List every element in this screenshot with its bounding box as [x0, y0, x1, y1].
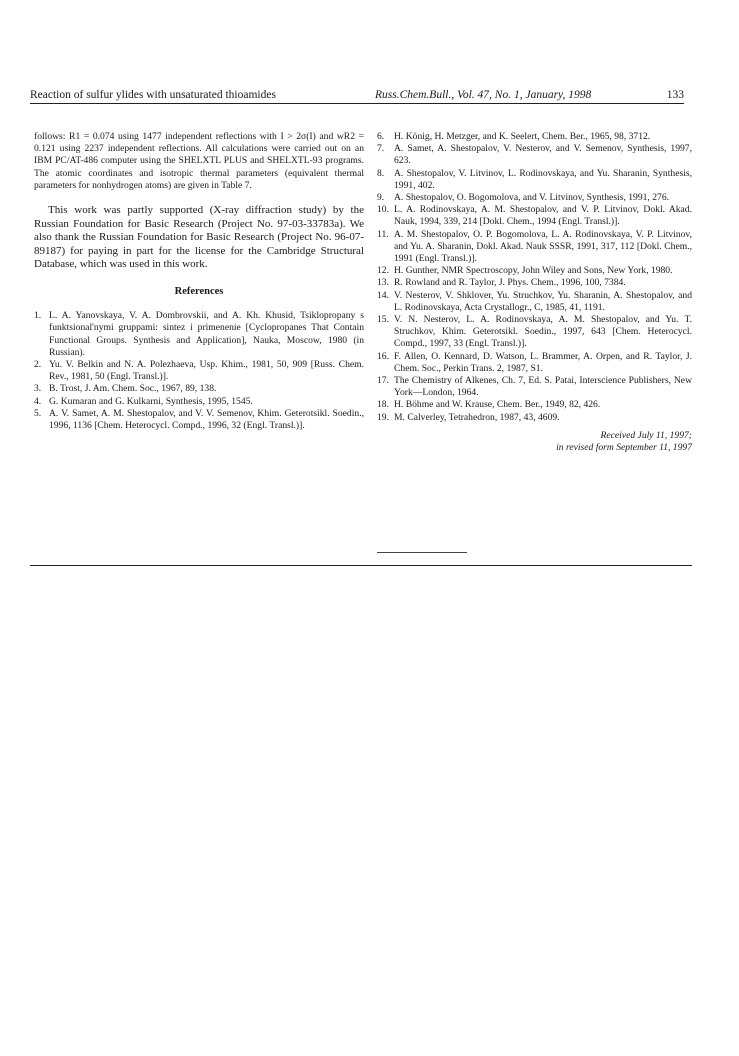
reference-item — [377, 375, 692, 399]
reference-item — [34, 383, 364, 395]
reference-number: 15. — [377, 314, 389, 326]
left-column — [34, 131, 364, 432]
reference-number: 11. — [377, 228, 389, 240]
reference-text: L. A. Rodinovskaya, A. M. Shestopalov, and V. P. Litvinov, Dokl. Akad. Nauk, 1994, 339, 214 [Dokl. Chem., 1994 (Engl. Transl.)]. — [394, 204, 692, 228]
reference-text: B. Trost, J. Am. Chem. Soc., 1967, 89, 138. — [49, 383, 217, 395]
reference-text: M. Calverley, Tetrahedron, 1987, 43, 4609. — [394, 411, 560, 423]
reference-number: 10. — [377, 204, 389, 216]
reference-item — [377, 204, 692, 228]
reference-number: 6. — [377, 131, 385, 142]
references-heading: References — [174, 285, 224, 297]
reference-item — [377, 229, 692, 266]
reference-number: 3. — [34, 383, 42, 395]
reference-number: 2. — [34, 359, 42, 370]
reference-text: H. Gunther, NMR Spectroscopy, John Wiley and Sons, New York, 1980. — [394, 265, 673, 277]
received-dates — [377, 430, 692, 455]
reference-number: 5. — [34, 407, 42, 419]
reference-text: A. V. Samet, A. M. Shestopalov, and V. V. Semenov, Khim. Geterotsikl. Soedin., 1996, 1136 [Chem. Heterocycl. Compd., 1996, 32 (Engl. Transl.)]. — [49, 407, 364, 432]
reference-number: 19. — [377, 411, 389, 423]
reference-text: V. Nesterov, V. Shklover, Yu. Struchkov, Yu. Sharanin, A. Shestopalov, and L. Rodinovskaya, Acta Crystallogr., C, 1985, 41, 1191. — [394, 289, 692, 313]
page-number: 133 — [666, 89, 684, 101]
reference-item — [377, 192, 692, 204]
reference-text: R. Rowland and R. Taylor, J. Phys. Chem., 1996, 100, 7384. — [394, 277, 626, 289]
reference-item — [34, 310, 364, 359]
reference-item — [34, 408, 364, 432]
reference-item — [377, 399, 692, 411]
reference-number: 14. — [377, 289, 389, 301]
reference-number: 9. — [377, 192, 385, 204]
reference-number: 12. — [377, 265, 389, 277]
reference-text: H. König, H. Metzger, and K. Seelert, Chem. Ber., 1965, 98, 3712. — [394, 131, 651, 142]
reference-list-left — [34, 310, 364, 432]
crystallography-paragraph: follows: R1 = 0.074 using 1477 independent reflections with I > 2σ(I) and wR2 = 0.121 using 2237 independent reflections. All calculations were carried out on an IBM PC/AT-486 computer using the SHELXTL PLUS and SHELXTL-93 programs. The atomic coordinates and isotropic thermal parameters (equivalent thermal parameters for nonhydrogen atoms) are given in Table 7. — [34, 131, 364, 191]
revised-date: in revised form September 11, 1997 — [556, 442, 692, 454]
reference-item — [377, 290, 692, 314]
reference-item — [34, 359, 364, 383]
reference-number: 13. — [377, 277, 389, 289]
reference-text: F. Allen, O. Kennard, D. Watson, L. Brammer, A. Orpen, and R. Taylor, J. Chem. Soc., Perkin Trans. 2, 1987, S1. — [394, 350, 692, 374]
reference-number: 4. — [34, 395, 42, 407]
running-header — [30, 87, 684, 103]
reference-item — [377, 143, 692, 167]
reference-number: 18. — [377, 399, 389, 411]
reference-number: 8. — [377, 167, 385, 179]
reference-item — [377, 412, 692, 424]
reference-text: H. Böhme and W. Krause, Chem. Ber., 1949, 82, 426. — [394, 399, 601, 411]
received-date: Received July 11, 1997; — [600, 429, 692, 441]
reference-text: L. A. Yanovskaya, V. A. Dombrovskii, and A. Kh. Khusid, Tsiklopropany s funktsional'nymi gruppami: sintez i primenenie [Cyclopropanes That Contain Functional Groups. Synthesis and Application], Nauka, Moscow, 1980 (in Russian). — [49, 310, 364, 358]
reference-item — [34, 396, 364, 408]
reference-text: Yu. V. Belkin and N. A. Polezhaeva, Usp. Khim., 1981, 50, 909 [Russ. Chem. Rev., 1981, 50 (Engl. Transl.)]. — [49, 359, 364, 383]
journal-citation: Russ.Chem.Bull., Vol. 47, No. 1, January, 1998 — [375, 89, 592, 101]
acknowledgment-paragraph: This work was partly supported (X-ray diffraction study) by the Russian Foundation for Basic Research (Project No. 97-03-33783a). We also thank the Russian Foundation for Basic Research (Project No. 96-07-89187) for paying in part for the license for the Cambridge Structural Database, which was used in this work. — [34, 204, 364, 271]
end-of-article-rule — [30, 565, 692, 566]
reference-number: 1. — [34, 310, 42, 322]
reference-item — [377, 277, 692, 289]
reference-item — [377, 265, 692, 277]
reference-list-right — [377, 131, 692, 424]
right-column — [377, 131, 692, 455]
reference-number: 17. — [377, 375, 389, 387]
reference-item — [377, 168, 692, 192]
reference-number: 16. — [377, 350, 389, 362]
reference-separator-rule — [377, 552, 467, 553]
header-rule — [30, 103, 684, 104]
reference-item — [377, 131, 692, 143]
reference-text: The Chemistry of Alkenes, Ch. 7, Ed. S. Patai, Interscience Publishers, New York—London, 1964. — [394, 375, 692, 399]
reference-item — [377, 314, 692, 351]
reference-text: V. N. Nesterov, L. A. Rodinovskaya, A. M. Shestopalov, and Yu. T. Struchkov, Khim. Geterotsikl. Soedin., 1997, 643 [Chem. Heterocycl. Compd., 1997, 33 (Engl. Transl.)]. — [394, 314, 692, 350]
article-running-title: Reaction of sulfur ylides with unsaturated thioamides — [30, 89, 276, 101]
reference-text: A. Samet, A. Shestopalov, V. Nesterov, and V. Semenov, Synthesis, 1997, 623. — [394, 143, 692, 167]
reference-text: A. Shestopalov, O. Bogomolova, and V. Litvinov, Synthesis, 1991, 276. — [394, 192, 670, 204]
reference-item — [377, 351, 692, 375]
reference-text: A. M. Shestopalov, O. P. Bogomolova, L. A. Rodinovskaya, V. P. Litvinov, and Yu. A. Sharanin, Dokl. Akad. Nauk SSSR, 1991, 317, 112 [Dokl. Chem., 1991 (Engl. Transl.)]. — [394, 228, 692, 265]
reference-text: G. Kumaran and G. Kulkarni, Synthesis, 1995, 1545. — [49, 395, 253, 407]
reference-number: 7. — [377, 143, 385, 155]
reference-text: A. Shestopalov, V. Litvinov, L. Rodinovskaya, and Yu. Sharanin, Synthesis, 1991, 402. — [394, 167, 692, 191]
